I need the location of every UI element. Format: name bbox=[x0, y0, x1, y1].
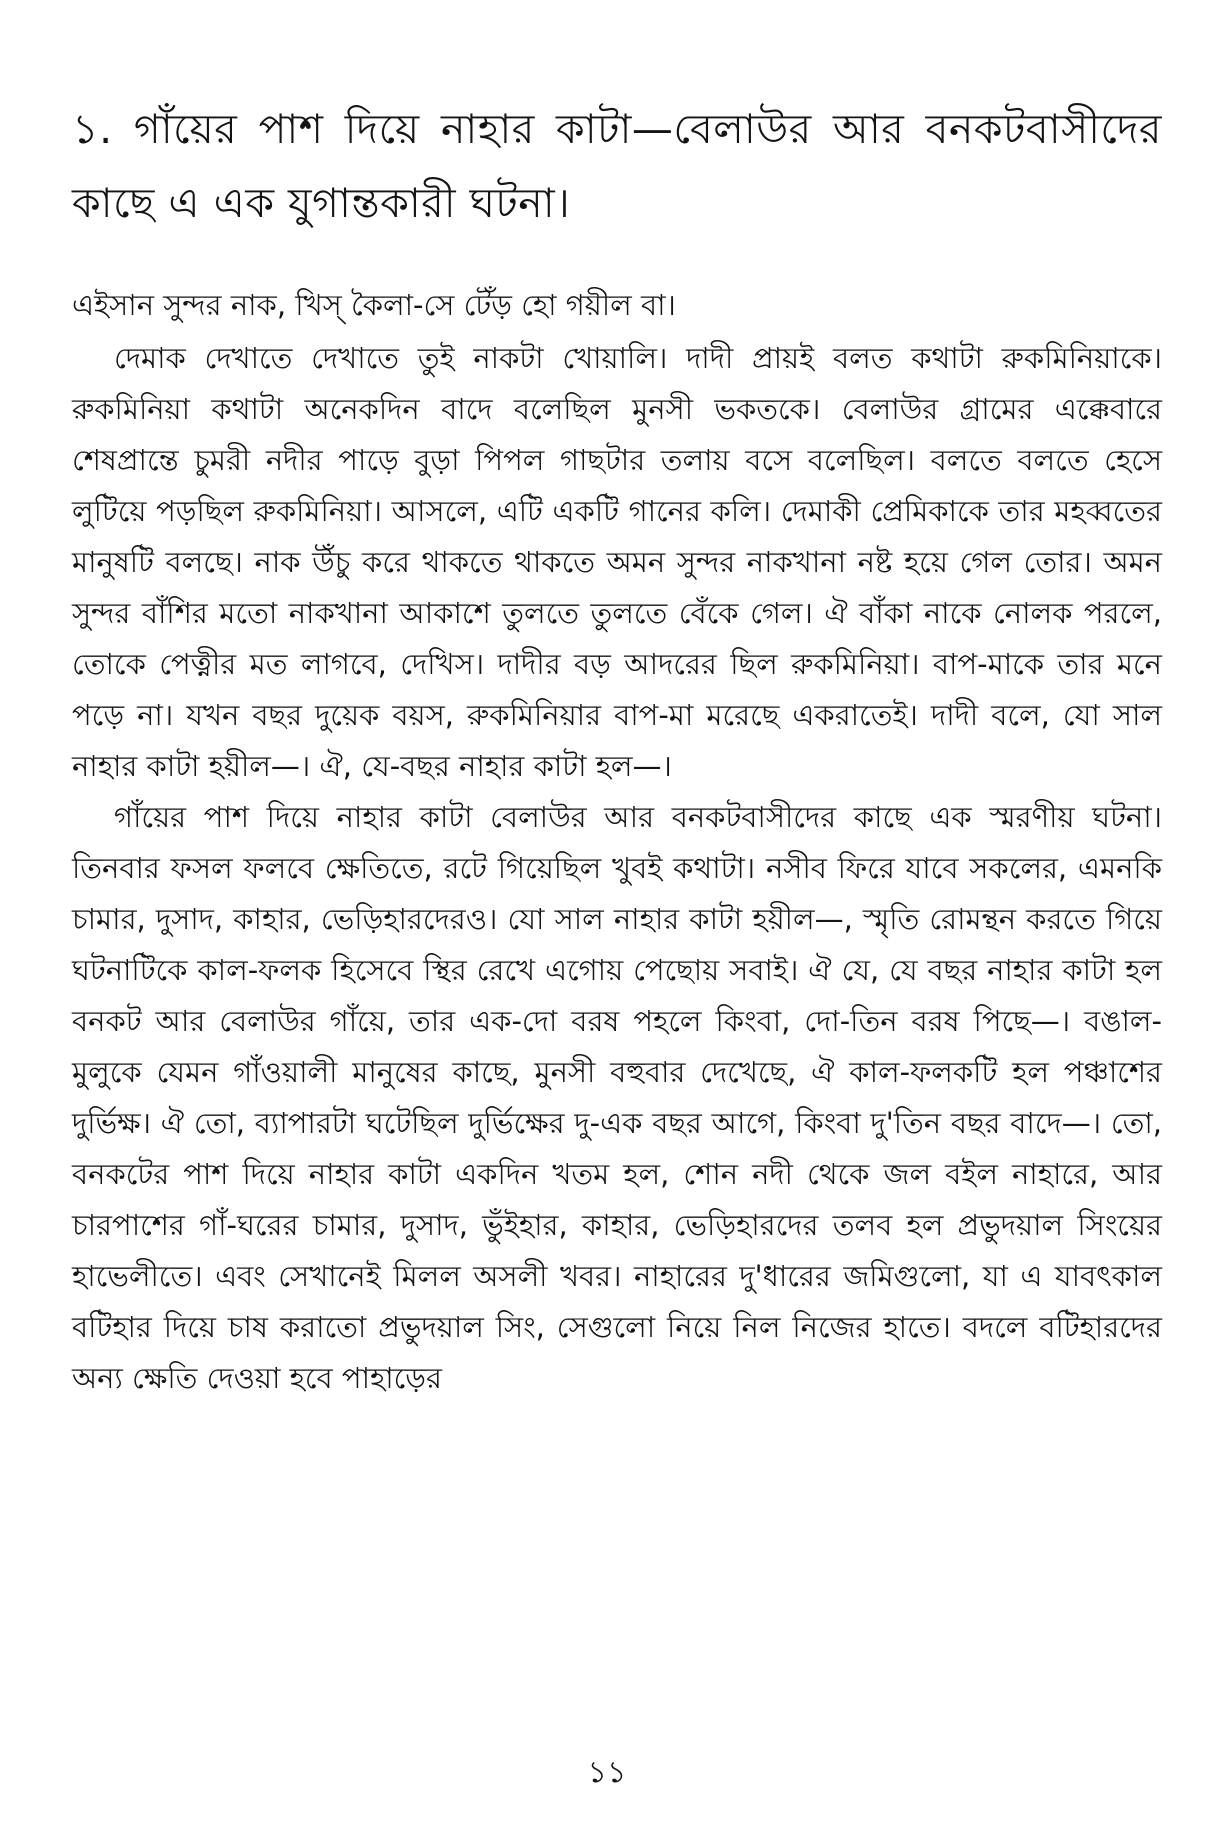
chapter-title: ১. গাঁয়ের পাশ দিয়ে নাহার কাটা—বেলাউর আর বনকটবাসীদের কাছে এ এক যুগান্তকারী ঘটনা। bbox=[72, 105, 1162, 227]
paragraph-2: গাঁয়ের পাশ দিয়ে নাহার কাটা বেলাউর আর বনকটবাসীদের কাছে এক স্মরণীয় ঘটনা। তিনবার ফসল ফলবে ক্ষেতিতে, রটে গিয়েছিল খুবই কথাটা। নসীব ফিরে যাবে সকলের, এমনকি চামার, দুসাদ, কাহার, ভেড়িহারদেরও। যো সাল নাহার কাটা হয়ীল—, স্মৃতি রোমন্থন করতে গিয়ে ঘটনাটিকে কাল-ফলক হিসেবে স্থির রেখে এগোয় পেছোয় সবাই। ঐ যে, যে বছর নাহার কাটা হল বনকট আর বেলাউর গাঁয়ে, তার এক-দো বরষ পহলে কিংবা, দো-তিন বরষ পিছে—। বঙাল-মুলুকে যেমন গাঁওয়ালী মানুষের কাছে, মুনসী বহুবার দেখেছে, ঐ কাল-ফলকটি হল পঞ্চাশের দুর্ভিক্ষ। ঐ তো, ব্যাপারটা ঘটেছিল দুর্ভিক্ষের দু-এক বছর আগে, কিংবা দু'তিন বছর বাদে—। তো, বনকটের পাশ দিয়ে নাহার কাটা একদিন খতম হল, শোন নদী থেকে জল বইল নাহারে, আর চারপাশের গাঁ-ঘরের চামার, দুসাদ, ভুঁইহার, কাহার, ভেড়িহারদের তলব হল প্রভুদয়াল সিংয়ের হাভেলীতে। এবং সেখানেই মিলল অসলী খবর। নাহারের দু'ধারের জমিগুলো, যা এ যাবৎকাল বটিহার দিয়ে চাষ করাতো প্রভুদয়াল সিং, সেগুলো নিয়ে নিল নিজের হাতে। বদলে বটিহারদের অন্য ক্ষেতি দেওয়া হবে পাহাড়ের bbox=[72, 800, 1162, 1395]
page-number: ১১ bbox=[587, 1755, 627, 1790]
epigraph: এইসান সুন্দর নাক, খিস্ কৈলা-সে টেঁড় হো গয়ীল বা। bbox=[72, 288, 676, 322]
paragraph-1: দেমাক দেখাতে দেখাতে তুই নাকটা খোয়ালি। দাদী প্রায়ই বলত কথাটা রুকমিনিয়াকে। রুকমিনিয়া কথাটা অনেকদিন বাদে বলেছিল মুনসী ভকতকে। বেলাউর গ্রামের এক্কেবারে শেষপ্রান্তে চুমরী নদীর পাড়ে বুড়া পিপল গাছটার তলায় বসে বলেছিল। বলতে বলতে হেসে লুটিয়ে পড়ছিল রুকমিনিয়া। আসলে, এটি একটি গানের কলি। দেমাকী প্রেমিকাকে তার মহব্বতের মানুষটি বলছে। নাক উঁচু করে থাকতে থাকতে অমন সুন্দর নাকখানা নষ্ট হয়ে গেল তোর। অমন সুন্দর বাঁশির মতো নাকখানা আকাশে তুলতে তুলতে বেঁকে গেল। ঐ বাঁকা নাকে নোলক পরলে, তোকে পেত্নীর মত লাগবে, দেখিস। দাদীর বড় আদরের ছিল রুকমিনিয়া। বাপ-মাকে তার মনে পড়ে না। যখন বছর দুয়েক বয়স, রুকমিনিয়ার বাপ-মা মরেছে একরাতেই। দাদী বলে, যো সাল নাহার কাটা হয়ীল—। ঐ, যে-বছর নাহার কাটা হল—। bbox=[72, 341, 1162, 783]
book-page bbox=[72, 92, 1162, 1792]
